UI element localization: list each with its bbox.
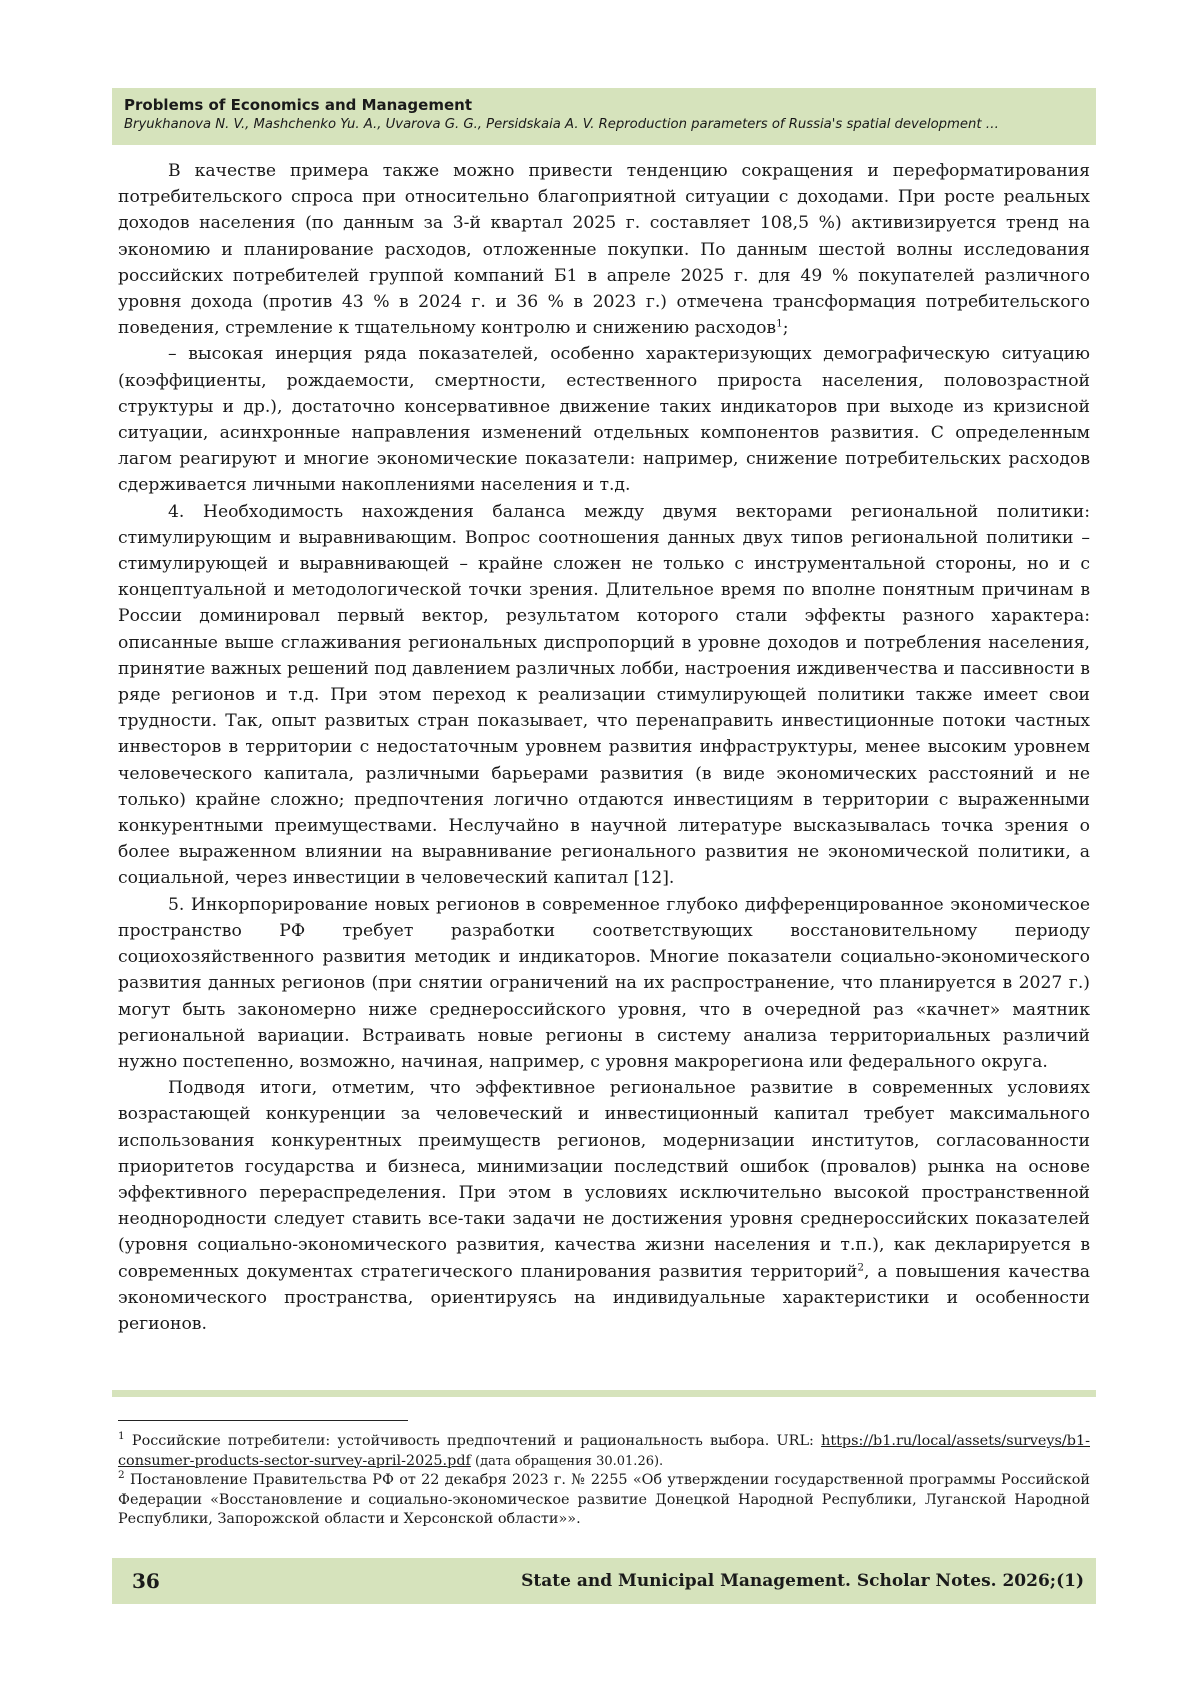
section-divider bbox=[112, 1390, 1096, 1397]
footnote-mark: 2 bbox=[118, 1469, 125, 1482]
article-body bbox=[118, 158, 1090, 1337]
running-header bbox=[112, 88, 1096, 145]
paragraph-text-end: , а повышения качества экономического пространства, ориентируясь на индивидуальные характеристики и особенности регионов. bbox=[118, 1261, 1090, 1334]
footnote-link[interactable]: https://b1.ru/local/assets/surveys/b1-consumer-products-sector-survey-april-2025.pdf bbox=[118, 1433, 1090, 1469]
footnote bbox=[118, 1432, 1090, 1471]
running-footer bbox=[112, 1558, 1096, 1604]
journal-title: Problems of Economics and Management bbox=[124, 96, 472, 114]
footnotes bbox=[118, 1432, 1090, 1530]
paragraph: 5. Инкорпорирование новых регионов в современное глубоко дифференцированное экономическое пространство РФ требует разработки соответствующих восстановительному периоду социохозяйственного развития методик и индикаторов. Многие показатели социально-экономического развития данных регионов (при снятии ограничений на их распространение, что планируется в 2027 г.) могут быть закономерно ниже среднероссийского уровня, что в очередной раз «качнет» маятник региональной вариации. Встраивать новые регионы в систему анализа территориальных различий нужно постепенно, возможно, начиная, например, с уровня макрорегиона или федерального округа. bbox=[118, 894, 1090, 1072]
paragraph: – высокая инерция ряда показателей, особенно характеризующих демографическую ситуацию (коэффициенты, рождаемости, смертности, естественного прироста населения, половозрастной структуры и др.), достаточно консервативное движение таких индикаторов при выходе из кризисной ситуации, асинхронные направления изменений отдельных компонентов развития. С определенным лагом реагируют и многие экономические показатели: например, снижение потребительских расходов сдерживается личными накоплениями населения и т.д. bbox=[118, 344, 1090, 496]
footnote-rule bbox=[118, 1420, 408, 1421]
footnote bbox=[118, 1471, 1090, 1530]
footnote-text: Постановление Правительства РФ от 22 декабря 2023 г. № 2255 «Об утверждении государственной программы Российской Федерации «Восстановление и социально-экономическое развитие Донецкой Народной Республики, Луганской Народной Республики, Запорожской области и Херсонской области»». bbox=[118, 1472, 1090, 1528]
paragraph: 4. Необходимость нахождения баланса между двумя векторами региональной политики: стимулирующим и выравнивающим. Вопрос соотношения данных двух типов региональной политики – стимулирующей и выравнивающей – крайне сложен не только с инструментальной стороны, но и с концептуальной и методологической точки зрения. Длительное время по вполне понятным причинам в России доминировал первый вектор, результатом которого стали эффекты разного характера: описанные выше сглаживания региональных диспропорций в уровне доходов и потребления населения, принятие важных решений под давлением различных лобби, настроения иждивенчества и пассивности в ряде регионов и т.д. При этом переход к реализации стимулирующей политики также имеет свои трудности. Так, опыт развитых стран показывает, что перенаправить инвестиционные потоки частных инвесторов в территории с недостаточным уровнем развития инфраструктуры, менее высоким уровнем человеческого капитала, различными барьерами развития (в виде экономических расстояний и не только) крайне сложно; предпочтения логично отдаются инвестициям в территории с выраженными конкурентными преимуществами. Неслучайно в научной литературе высказывалась точка зрения о более выраженном влиянии на выравнивание регионального развития не экономической политики, а социальной, через инвестиции в человеческий капитал [12]. bbox=[118, 501, 1090, 889]
footnote-text: (дата обращения 30.01.26). bbox=[470, 1453, 664, 1469]
footnote-ref[interactable]: 1 bbox=[776, 317, 783, 330]
footnote-text: Российские потребители: устойчивость предпочтений и рациональность выбора. URL: bbox=[124, 1433, 822, 1449]
paragraph bbox=[118, 1075, 1090, 1337]
article-authors: Bryukhanova N. V., Mashchenko Yu. A., Uvarova G. G., Persidskaia A. V. Reproduction parameters of Russia's spatial development … bbox=[124, 117, 999, 132]
paragraph-text: Подводя итоги, отметим, что эффективное региональное развитие в современных условиях возрастающей конкуренции за человеческий и инвестиционный капитал требует максимального использования конкурентных преимуществ регионов, модернизации институтов, согласованности приоритетов государства и бизнеса, минимизации последствий ошибок (провалов) рынка на основе эффективного перераспределения. При этом в условиях исключительно высокой пространственной неоднородности следует ставить все-таки задачи не достижения уровня среднероссийских показателей (уровня социально-экономического развития, качества жизни населения и т.п.), как декларируется в современных документах стратегического планирования развития территорий bbox=[118, 1078, 1090, 1282]
paragraph bbox=[118, 158, 1090, 341]
footnote-ref[interactable]: 2 bbox=[857, 1260, 865, 1273]
page-number: 36 bbox=[132, 1569, 160, 1593]
footnote-mark: 1 bbox=[118, 1430, 125, 1443]
paragraph-text: В качестве примера также можно привести тенденцию сокращения и переформатирования потребительского спроса при относительно благоприятной ситуации с доходами. При росте реальных доходов населения (по данным за 3-й квартал 2025 г. составляет 108,5 %) активизируется тренд на экономию и планирование расходов, отложенные покупки. По данным шестой волны исследования российских потребителей группой компаний Б1 в апреле 2025 г. для 49 % покупателей различного уровня дохода (против 43 % в 2024 г. и 36 % в 2023 г.) отмечена трансформация потребительского поведения, стремление к тщательному контролю и снижению расходов bbox=[118, 161, 1090, 339]
paragraph-text-end: ; bbox=[782, 318, 789, 339]
footer-journal: State and Municipal Management. Scholar Notes. 2026;(1) bbox=[521, 1571, 1084, 1591]
